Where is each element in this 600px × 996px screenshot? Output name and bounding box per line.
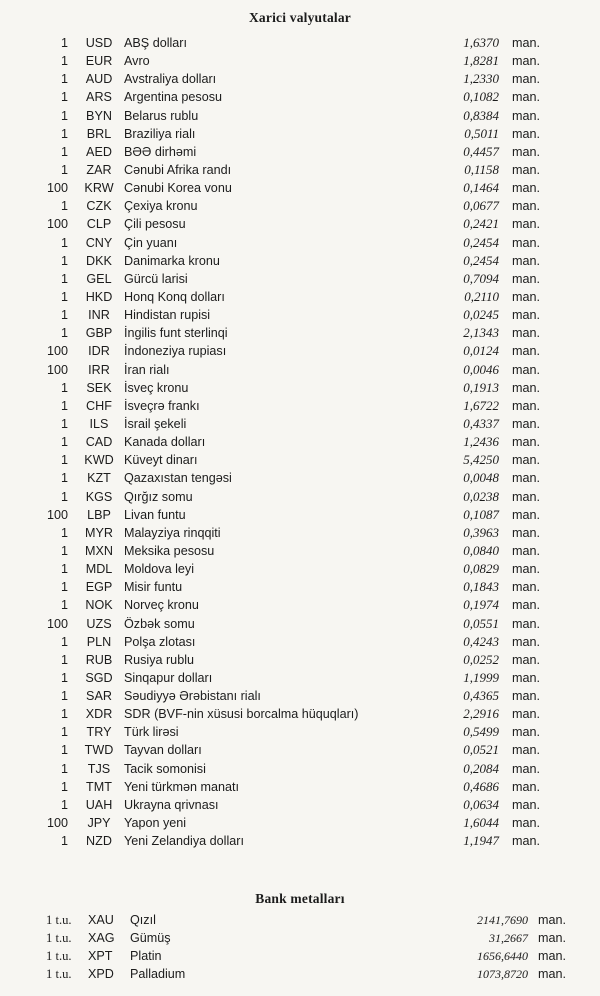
currency-unit: man.	[512, 616, 540, 631]
currency-name: Tacik somonisi	[124, 761, 206, 776]
currency-row	[0, 234, 600, 252]
currency-rate: 0,0551	[463, 615, 499, 631]
currency-name: Qazaxıstan tengəsi	[124, 471, 232, 486]
currency-code: JPY	[87, 816, 111, 831]
metal-row	[0, 911, 600, 929]
currency-amount: 1	[60, 489, 68, 504]
currency-rate: 0,2454	[463, 252, 499, 268]
currency-row	[0, 760, 600, 778]
currency-name: ABŞ dolları	[124, 36, 187, 50]
currency-unit: man.	[512, 507, 540, 522]
currency-amount: 100	[46, 181, 68, 196]
currency-name: Qırğız somu	[124, 489, 193, 504]
currency-rate: 0,4457	[463, 143, 499, 159]
currency-code: UZS	[86, 616, 112, 631]
currency-rate: 0,2454	[463, 234, 499, 250]
currency-code: NZD	[86, 834, 112, 849]
metal-code: XAU	[88, 913, 114, 927]
currency-amount: 100	[46, 362, 68, 377]
currency-unit: man.	[512, 217, 540, 232]
currency-amount: 1	[60, 162, 68, 177]
currency-row	[0, 796, 600, 814]
currency-amount: 1	[60, 471, 68, 486]
currency-amount: 1	[60, 598, 68, 613]
currency-rate: 0,8384	[463, 107, 499, 123]
currency-row	[0, 723, 600, 741]
currency-code: MXN	[85, 543, 113, 558]
currency-name: Polşa zlotası	[124, 634, 196, 649]
currency-name: Cənubi Afrika randı	[124, 162, 232, 177]
currency-code: LBP	[87, 507, 111, 522]
currency-name: Argentina pesosu	[124, 90, 223, 105]
currency-code: IDR	[88, 344, 110, 359]
currency-rate: 0,1087	[463, 506, 499, 522]
currency-row	[0, 270, 600, 288]
currency-code: KWD	[84, 453, 114, 468]
currency-code: BYN	[86, 108, 112, 123]
metal-unit: man.	[538, 967, 566, 981]
currency-code: UAH	[85, 797, 113, 812]
currency-row	[0, 542, 600, 560]
currency-name: Honq Konq dolları	[124, 289, 225, 304]
currency-code: CNY	[85, 235, 113, 250]
currency-amount: 1	[60, 416, 68, 431]
currency-code: GEL	[86, 271, 112, 286]
currency-row	[0, 451, 600, 469]
currency-row	[0, 814, 600, 832]
currency-name: Özbək somu	[124, 616, 195, 631]
metal-name: Platin	[130, 949, 162, 963]
currency-amount: 1	[60, 253, 68, 268]
metal-code: XAG	[88, 931, 115, 945]
currency-code: DKK	[86, 253, 112, 268]
currency-code: KZT	[87, 471, 111, 486]
currency-code: XDR	[85, 707, 113, 722]
currency-amount: 1	[60, 108, 68, 123]
currency-amount: 1	[60, 72, 68, 87]
currency-row	[0, 832, 600, 850]
currency-row	[0, 161, 600, 179]
currency-unit: man.	[512, 689, 540, 704]
currency-unit: man.	[512, 816, 540, 831]
currency-name: Türk lirəsi	[124, 725, 179, 740]
currency-amount: 1	[60, 90, 68, 105]
currency-unit: man.	[512, 652, 540, 667]
currency-row	[0, 52, 600, 70]
currency-name: Yeni türkmən manatı	[124, 779, 240, 794]
currency-row	[0, 252, 600, 270]
currency-unit: man.	[512, 54, 540, 69]
currency-unit: man.	[512, 36, 540, 50]
currency-rate: 0,1843	[463, 579, 499, 595]
currency-rate: 1,6722	[463, 397, 499, 413]
currency-amount: 1	[60, 144, 68, 159]
currency-code: BRL	[86, 126, 112, 141]
currency-name: Malayziya rinqqiti	[124, 525, 221, 540]
currency-row	[0, 88, 600, 106]
currency-rate: 0,4243	[463, 633, 499, 649]
metal-name: Gümüş	[130, 931, 171, 945]
metal-rate: 1073,8720	[477, 967, 528, 981]
currency-row	[0, 741, 600, 759]
currency-unit: man.	[512, 779, 540, 794]
currency-row	[0, 596, 600, 614]
currency-unit: man.	[512, 580, 540, 595]
metal-amount: 1 t.u.	[46, 967, 72, 981]
currency-rate: 0,4337	[463, 415, 499, 431]
currency-amount: 1	[60, 398, 68, 413]
currency-code: HKD	[85, 289, 113, 304]
currency-rate: 0,0238	[463, 488, 499, 504]
currency-row	[0, 687, 600, 705]
currency-name: Danimarka kronu	[124, 253, 220, 268]
currency-unit: man.	[512, 416, 540, 431]
currency-rate: 0,1158	[464, 161, 499, 177]
currency-unit: man.	[512, 271, 540, 286]
currency-code: KRW	[84, 181, 114, 196]
currency-name: BƏƏ dirhəmi	[124, 144, 197, 159]
currency-rate: 0,2110	[464, 288, 499, 304]
currency-rate: 1,1999	[463, 669, 499, 685]
currency-name: Braziliya rialı	[124, 126, 196, 141]
currency-amount: 1	[60, 834, 68, 849]
currency-row	[0, 524, 600, 542]
currency-rate: 0,2084	[463, 760, 499, 776]
currency-amount: 1	[60, 453, 68, 468]
currency-amount: 1	[60, 308, 68, 323]
currency-unit: man.	[512, 253, 540, 268]
currency-name: Kanada dolları	[124, 435, 206, 450]
currency-row	[0, 469, 600, 487]
currency-row	[0, 34, 600, 52]
currency-name: İsveçrə frankı	[124, 398, 200, 413]
currency-row	[0, 633, 600, 651]
currency-name: Avro	[124, 54, 150, 69]
currency-name: Rusiya rublu	[124, 652, 194, 667]
currency-rate: 0,0245	[463, 307, 499, 323]
currency-row	[0, 70, 600, 88]
currency-name: Hindistan rupisi	[124, 308, 211, 323]
metal-row	[0, 965, 600, 983]
currency-code: PLN	[86, 634, 112, 649]
currency-name: İndoneziya rupiası	[124, 344, 227, 359]
currency-unit: man.	[512, 398, 540, 413]
currency-rate: 0,0634	[463, 796, 499, 812]
currency-row	[0, 342, 600, 360]
currency-code: AUD	[85, 72, 113, 87]
currency-unit: man.	[512, 362, 540, 377]
currency-rate: 0,0252	[463, 651, 499, 667]
currency-row	[0, 379, 600, 397]
currency-name: İsveç kronu	[124, 380, 189, 395]
currency-row	[0, 560, 600, 578]
currency-amount: 1	[60, 525, 68, 540]
currency-row	[0, 397, 600, 415]
currencies-title: Xarici valyutalar	[248, 10, 351, 25]
currency-unit: man.	[512, 834, 540, 849]
currency-row	[0, 125, 600, 143]
currency-rate: 0,7094	[463, 270, 499, 286]
currency-amount: 1	[60, 199, 68, 214]
currency-name: Norveç kronu	[124, 598, 199, 613]
currency-rate: 0,4365	[463, 688, 499, 704]
currency-amount: 100	[46, 217, 68, 232]
currency-code: RUB	[85, 652, 113, 667]
currency-rate: 0,0829	[463, 561, 499, 577]
currency-code: TRY	[86, 725, 112, 740]
currency-amount: 1	[60, 289, 68, 304]
currency-amount: 100	[46, 507, 68, 522]
currency-code: MYR	[85, 525, 113, 540]
metal-row	[0, 929, 600, 947]
currency-unit: man.	[512, 235, 540, 250]
currency-amount: 1	[60, 670, 68, 685]
currency-rate: 2,2916	[463, 706, 499, 722]
metal-unit: man.	[538, 949, 566, 963]
currency-code: USD	[85, 36, 113, 50]
currency-amount: 1	[60, 707, 68, 722]
currency-code: INR	[88, 308, 110, 323]
currency-row	[0, 669, 600, 687]
currency-amount: 1	[60, 36, 68, 50]
currency-row	[0, 651, 600, 669]
currency-rate: 0,4686	[463, 778, 499, 794]
currency-amount: 1	[60, 779, 68, 794]
currency-rate: 0,1974	[463, 597, 499, 613]
currency-row	[0, 488, 600, 506]
metal-row	[0, 947, 600, 965]
currency-name: İngilis funt sterlinqi	[124, 326, 228, 341]
metal-amount: 1 t.u.	[46, 913, 72, 927]
metal-rate: 31,2667	[489, 931, 528, 945]
currency-code: ILS	[89, 416, 109, 431]
currency-rate: 1,1947	[463, 833, 499, 849]
metals-table	[0, 911, 600, 983]
currency-unit: man.	[512, 797, 540, 812]
currency-rate: 0,0124	[463, 343, 499, 359]
currency-row	[0, 107, 600, 125]
currency-amount: 100	[46, 616, 68, 631]
currency-row	[0, 197, 600, 215]
currency-row	[0, 433, 600, 451]
currency-name: Çexiya kronu	[124, 199, 198, 214]
currency-row	[0, 215, 600, 233]
currency-rate: 0,1913	[463, 379, 499, 395]
currency-amount: 1	[60, 725, 68, 740]
metal-name: Palladium	[130, 967, 186, 981]
currency-code: KGS	[85, 489, 113, 504]
currency-unit: man.	[512, 634, 540, 649]
currency-unit: man.	[512, 471, 540, 486]
currency-unit: man.	[512, 435, 540, 450]
currency-amount: 1	[60, 54, 68, 69]
currency-table	[0, 34, 600, 850]
currency-unit: man.	[512, 308, 540, 323]
currency-name: Yapon yeni	[124, 816, 187, 831]
currency-amount: 1	[60, 797, 68, 812]
metal-unit: man.	[538, 913, 566, 927]
currency-rate: 0,0046	[463, 361, 499, 377]
currency-code: TJS	[87, 761, 111, 776]
currency-unit: man.	[512, 489, 540, 504]
currency-amount: 100	[46, 816, 68, 831]
currency-name: Çili pesosu	[124, 217, 186, 232]
metal-name: Qızıl	[130, 913, 156, 927]
currency-name: Gürcü larisi	[124, 271, 188, 286]
currency-unit: man.	[512, 326, 540, 341]
currency-unit: man.	[512, 525, 540, 540]
currency-rate: 1,8281	[463, 53, 499, 69]
metal-unit: man.	[538, 931, 566, 945]
currency-amount: 1	[60, 126, 68, 141]
currency-name: Cənubi Korea vonu	[124, 181, 232, 196]
currency-rate: 1,2330	[463, 71, 499, 87]
currency-unit: man.	[512, 90, 540, 105]
currency-unit: man.	[512, 380, 540, 395]
currency-unit: man.	[512, 289, 540, 304]
currency-rate: 0,1464	[463, 180, 499, 196]
currency-amount: 1	[60, 380, 68, 395]
currency-row	[0, 506, 600, 524]
currency-unit: man.	[512, 543, 540, 558]
metal-code: XPD	[88, 967, 114, 981]
metal-rate: 2141,7690	[477, 913, 528, 927]
currency-rate: 0,0677	[463, 198, 499, 214]
currency-name: Moldova leyi	[124, 562, 194, 577]
currency-rate: 0,0048	[463, 470, 499, 486]
currency-unit: man.	[512, 743, 540, 758]
currency-amount: 1	[60, 435, 68, 450]
currency-code: MDL	[85, 562, 113, 577]
currency-code: CZK	[86, 199, 112, 214]
currency-unit: man.	[512, 72, 540, 87]
currency-code: SAR	[86, 689, 112, 704]
currency-row	[0, 288, 600, 306]
currency-unit: man.	[512, 199, 540, 214]
currency-row	[0, 705, 600, 723]
currency-amount: 1	[60, 235, 68, 250]
currency-code: CAD	[85, 435, 113, 450]
currency-amount: 1	[60, 326, 68, 341]
currency-unit: man.	[512, 181, 540, 196]
currency-code: CHF	[86, 398, 112, 413]
currency-amount: 1	[60, 689, 68, 704]
currency-rate: 0,1082	[463, 89, 499, 105]
metals-title: Bank metalları	[255, 891, 345, 906]
currency-unit: man.	[512, 144, 540, 159]
currency-name: Yeni Zelandiya dolları	[124, 834, 244, 849]
currency-rate: 0,0840	[463, 542, 499, 558]
currency-name: Meksika pesosu	[124, 543, 215, 558]
currency-amount: 1	[60, 562, 68, 577]
currency-row	[0, 778, 600, 796]
currency-row	[0, 179, 600, 197]
currency-code: EUR	[85, 54, 113, 69]
currency-unit: man.	[512, 707, 540, 722]
currency-name: İsrail şekeli	[124, 416, 187, 431]
currency-code: EGP	[85, 580, 113, 595]
currency-code: ZAR	[86, 162, 112, 177]
currency-rate: 0,3963	[463, 524, 499, 540]
currency-unit: man.	[512, 725, 540, 740]
currency-code: SEK	[86, 380, 112, 395]
currency-rate: 1,2436	[463, 434, 499, 450]
currency-rate: 0,5011	[464, 125, 499, 141]
currency-amount: 1	[60, 543, 68, 558]
currency-unit: man.	[512, 344, 540, 359]
currency-name: Belarus rublu	[124, 108, 199, 123]
currency-name: Livan funtu	[124, 507, 186, 522]
currency-name: Tayvan dolları	[124, 743, 202, 758]
currency-rate: 0,5499	[463, 724, 499, 740]
currency-rate: 1,6370	[463, 35, 499, 50]
currency-unit: man.	[512, 562, 540, 577]
currency-unit: man.	[512, 453, 540, 468]
currency-name: Küveyt dinarı	[124, 453, 198, 468]
currency-amount: 1	[60, 580, 68, 595]
currency-code: TMT	[86, 779, 112, 794]
currency-code: ARS	[86, 90, 112, 105]
metal-amount: 1 t.u.	[46, 931, 72, 945]
currency-unit: man.	[512, 126, 540, 141]
currency-amount: 1	[60, 271, 68, 286]
currency-unit: man.	[512, 162, 540, 177]
currency-code: SGD	[85, 670, 113, 685]
currency-unit: man.	[512, 108, 540, 123]
metal-rate: 1656,6440	[477, 949, 528, 963]
currency-amount: 1	[60, 634, 68, 649]
currency-row	[0, 324, 600, 342]
currency-rate: 0,0521	[463, 742, 499, 758]
currency-name: Avstraliya dolları	[124, 72, 217, 87]
currency-name: Çin yuanı	[124, 235, 178, 250]
currency-name: SDR (BVF-nin xüsusi borcalma hüquqları)	[124, 707, 359, 722]
currency-name: Səudiyyə Ərəbistanı rialı	[124, 689, 261, 704]
metal-code: XPT	[88, 949, 113, 963]
currency-unit: man.	[512, 761, 540, 776]
currency-code: IRR	[88, 362, 110, 377]
currency-row	[0, 361, 600, 379]
metal-amount: 1 t.u.	[46, 949, 72, 963]
currency-name: İran rialı	[124, 362, 170, 377]
currency-row	[0, 415, 600, 433]
currency-unit: man.	[512, 670, 540, 685]
currency-unit: man.	[512, 598, 540, 613]
currency-code: NOK	[85, 598, 113, 613]
currency-name: Sinqapur dolları	[124, 670, 213, 685]
currency-rate: 2,1343	[463, 325, 499, 341]
currency-row	[0, 615, 600, 633]
currency-row	[0, 578, 600, 596]
currency-amount: 1	[60, 761, 68, 776]
currency-name: Misir funtu	[124, 580, 183, 595]
currency-code: GBP	[85, 326, 113, 341]
currency-code: TWD	[84, 743, 114, 758]
currency-row	[0, 306, 600, 324]
currency-rate: 1,6044	[463, 815, 499, 831]
currency-amount: 1	[60, 743, 68, 758]
currency-rate: 5,4250	[463, 452, 499, 468]
currency-name: Ukrayna qrivnası	[124, 797, 219, 812]
currency-amount: 1	[60, 652, 68, 667]
currency-rate: 0,2421	[463, 216, 499, 232]
currency-code: CLP	[86, 217, 112, 232]
currency-code: AED	[86, 144, 112, 159]
currency-row	[0, 143, 600, 161]
currency-amount: 100	[46, 344, 68, 359]
